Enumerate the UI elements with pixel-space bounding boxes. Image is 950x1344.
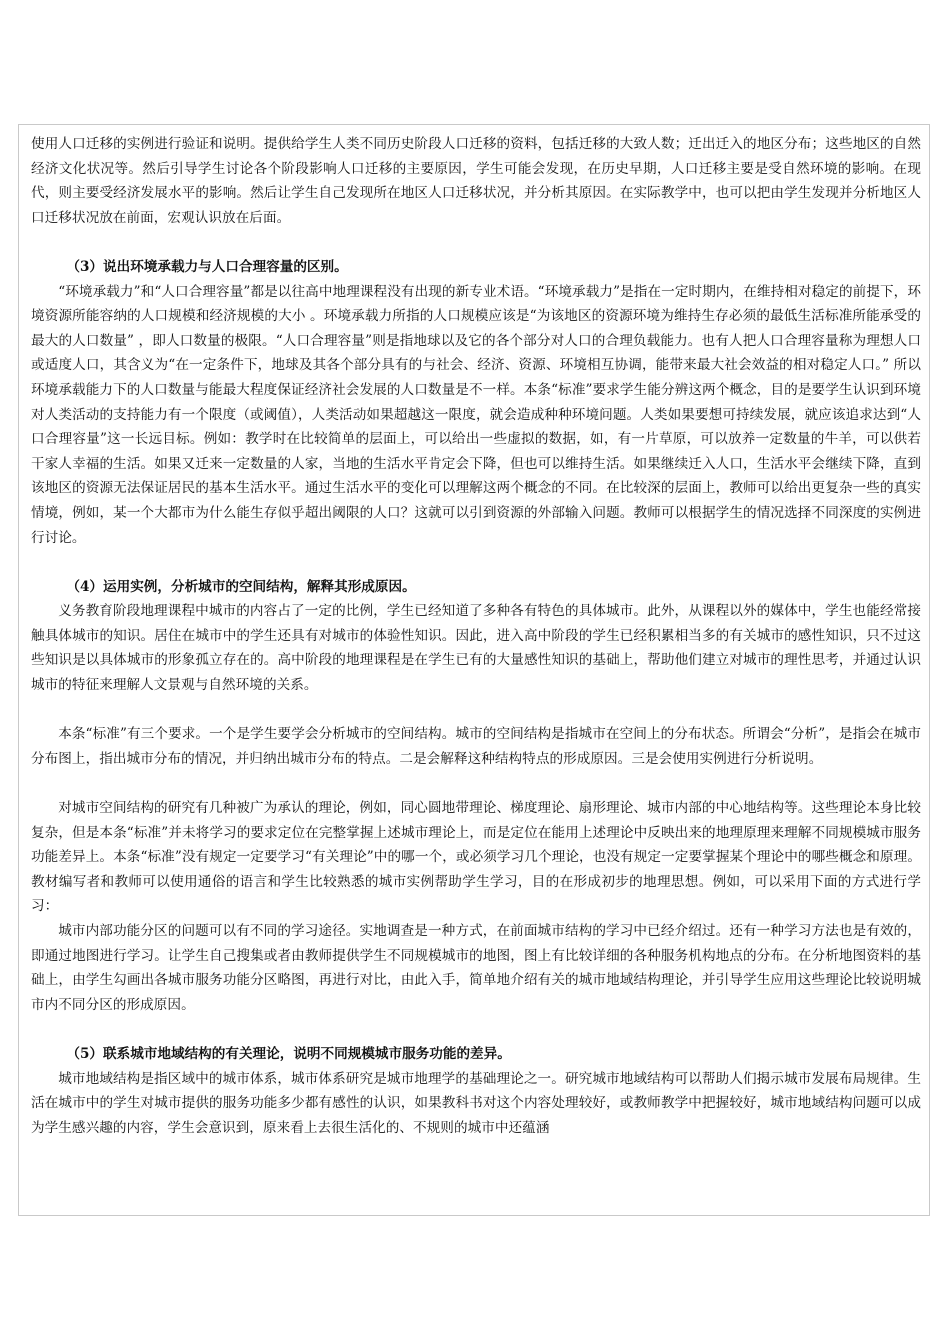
- section-4-paragraph-2: 本条“标准”有三个要求。一个是学生要学会分析城市的空间结构。城市的空间结构是指城市在空间上的分布状态。所谓会“分析”，是指会在城市分布图上，指出城市分布的情况，并归纳出城市分布的特点。二是会解释这种结构特点的形成原因。三是会使用实例进行分析说明。: [31, 726, 921, 767]
- section-4-paragraph-4: 城市内部功能分区的问题可以有不同的学习途径。实地调查是一种方式，在前面城市结构的学习中已经介绍过。还有一种学习方法也是有效的，即通过地图进行学习。让学生自己搜集或者由教师提供学生不同规模城市的地图，图上有比较详细的各种服务机构地点的分布。在分析地图资料的基础上，由学生勾画出各城市服务功能分区略图，再进行对比，由此入手，简单地介绍有关的城市地域结构理论，并引导学生应用这些理论比较说明城市内不同分区的形成原因。: [31, 923, 921, 1013]
- section-3-paragraph: “环境承载力”和“人口合理容量”都是以往高中地理课程没有出现的新专业术语。“环境承载力”是指在一定时期内，在维持相对稳定的前提下，环境资源所能容纳的人口规模和经济规模的大小 。环境承载力所指的人口规模应该是“为该地区的资源环境为维持生存必须的最低生活标准所能承受的最大的人口数量” ，即人口数量的极限。“人口合理容量”则是指地球以及它的各个部分对人口的合理负载能力。也有人把人口合理容量称为理想人口或适度人口，其含义为“在一定条件下，地球及其各个部分具有的与社会、经济、资源、环境相互协调，能带来最大社会效益的相对稳定人口。” 所以环境承载能力下的人口数量与能最大程度保证经济社会发展的人口数量是不一样。本条“标准”要求学生能分辨这两个概念，目的是要学生认识到环境对人类活动的支持能力有一个限度（或阈值），人类活动如果超越这一限度，就会造成种种环境问题。人类如果要想可持续发展，就应该追求达到“人口合理容量”这一长远目标。例如：教学时在比较简单的层面上，可以给出一些虚拟的数据，如，有一片草原，可以放养一定数量的牛羊，可以供若干家人幸福的生活。如果又迁来一定数量的人家，当地的生活水平肯定会下降，但也可以维持生活。如果继续迁入人口，生活水平会继续下降，直到该地区的资源无法保证居民的基本生活水平。通过生活水平的变化可以理解这两个概念的不同。在比较深的层面上，教师可以给出更复杂一些的真实情境，例如，某一个大都市为什么能生存似乎超出阈限的人口？这就可以引到资源的外部输入问题。教师可以根据学生的情况选择不同深度的实例进行讨论。: [31, 283, 921, 546]
- section-4-heading: （4）运用实例，分析城市的空间结构，解释其形成原因。: [66, 578, 416, 595]
- section-4-paragraph-1: 义务教育阶段地理课程中城市的内容占了一定的比例，学生已经知道了多种各有特色的具体城市。此外，从课程以外的媒体中，学生也能经常接触具体城市的知识。居住在城市中的学生还具有对城市的体验性知识。因此，进入高中阶段的学生已经积累相当多的有关城市的感性知识，只不过这些知识是以具体城市的形象孤立存在的。高中阶段的地理课程是在学生已有的大量感性知识的基础上，帮助他们建立对城市的理性思考，并通过认识城市的特征来理解人文景观与自然环境的关系。: [31, 603, 921, 694]
- document-body: [31, 132, 921, 1140]
- intro-paragraph: 使用人口迁移的实例进行验证和说明。提供给学生人类不同历史阶段人口迁移的资料，包括迁移的大致人数；迁出迁入的地区分布；这些地区的自然经济文化状况等。然后引导学生讨论各个阶段影响人口迁移的主要原因，学生可能会发现，在历史早期，人口迁移主要是受自然环境的影响。在现代，则主要受经济发展水平的影响。然后让学生自己发现所在地区人口迁移状况，并分析其原因。在实际教学中，也可以把由学生发现并分析地区人口迁移状况放在前面，宏观认识放在后面。: [31, 136, 921, 226]
- section-4-paragraph-3: 对城市空间结构的研究有几种被广为承认的理论，例如，同心圆地带理论、梯度理论、扇形理论、城市内部的中心地结构等。这些理论本身比较复杂，但是本条“标准”并未将学习的要求定位在完整掌握上述城市理论上，而是定位在能用上述理论中反映出来的地理原理来理解不同规模城市服务功能差异上。本条“标准”没有规定一定要学习“有关理论”中的哪一个，或必须学习几个理论，也没有规定一定要掌握某个理论中的哪些概念和原理。教材编写者和教师可以使用通俗的语言和学生比较熟悉的城市实例帮助学生学习，目的在形成初步的地理思想。例如，可以采用下面的方式进行学习：: [31, 800, 921, 915]
- section-5-heading: （5）联系城市地域结构的有关理论，说明不同规模城市服务功能的差异。: [66, 1045, 511, 1062]
- section-3-heading: （3）说出环境承载力与人口合理容量的区别。: [66, 258, 348, 275]
- section-5-paragraph: 城市地域结构是指区域中的城市体系，城市体系研究是城市地理学的基础理论之一。研究城市地域结构可以帮助人们揭示城市发展布局规律。生活在城市中的学生对城市提供的服务功能多少都有感性的认识，如果教科书对这个内容处理较好，或教师教学中把握较好，城市地域结构问题可以成为学生感兴趣的内容，学生会意识到，原来看上去很生活化的、不规则的城市中还蕴涵: [31, 1070, 921, 1136]
